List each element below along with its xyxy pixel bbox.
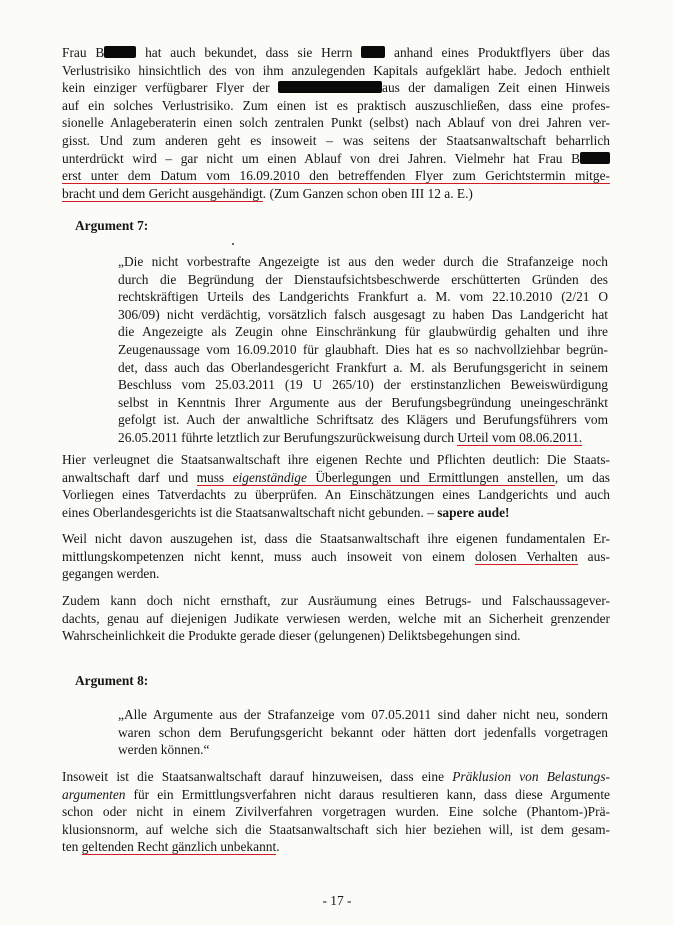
text-line: [62, 132, 610, 150]
text-segment: Präklusion von Belastungs-: [452, 769, 610, 784]
text-segment: unterdrückt wird – gar nicht um einen Ablauf von drei Jahren. Vielmehr hat Frau B: [62, 150, 580, 166]
text-line: [62, 469, 610, 487]
text-segment: anwaltschaft darf und: [62, 469, 197, 485]
text-line: [62, 97, 610, 115]
text-segment: Verlustrisiko hinsichtlich des von ihm anzulegenden Kapitals aufgeklärt habe. Jedoch enthielt: [62, 62, 610, 78]
text-line: [118, 359, 608, 377]
argument-8-heading: Argument 8:: [75, 673, 149, 688]
underlined-text: Urteil vom 08.06.2011.: [457, 429, 583, 445]
text-line: [62, 821, 610, 839]
text-line: [62, 565, 610, 583]
redaction-bar: [580, 152, 610, 164]
text-segment: dachts, genau auf diejenigen Judikate verwiesen werden, welche mit an Sicherheit grenzender: [62, 610, 610, 626]
text-segment: Zudem kann doch nicht ernsthaft, zur Ausräumung eines Betrugs- und Falschaussagever-: [62, 593, 610, 608]
text-segment: .: [276, 839, 280, 855]
text-line: [118, 411, 608, 429]
text-line: [62, 62, 610, 80]
underlined-text: eigenständige: [232, 469, 307, 485]
text-line: [118, 306, 608, 324]
text-line: [118, 394, 608, 412]
text-line: [118, 706, 608, 724]
argument-7-heading: Argument 7:: [75, 218, 149, 233]
underlined-text: bracht und dem Gericht ausgehändigt: [62, 185, 263, 201]
text-segment: sionelle Anlageberaterin einen solch zentralen Punkt (selbst) nach Ablauf von drei Jahren ver-: [62, 115, 610, 131]
text-segment: werden können.“: [118, 742, 210, 758]
text-line: [118, 429, 608, 447]
text-segment: durch die Begründung der Dienstaufsichtsbeschwerde erschütterten Gründen des: [118, 271, 608, 287]
text-segment: gegangen werden.: [62, 566, 160, 582]
redaction-bar: [361, 46, 385, 58]
text-segment: Frau B: [62, 45, 105, 60]
redaction-bar: [104, 46, 136, 58]
text-segment: rechtskräftigen Urteils des Landgerichts Frankfurt a. M. vom 22.10.2010 (2/21 O: [118, 289, 608, 305]
intro-paragraph: [62, 44, 610, 202]
text-segment: „Die nicht vorbestrafte Angezeigte ist aus den weder durch die Strafanzeige noch: [118, 254, 608, 269]
text-segment: mittlungskompetenzen nicht kennt, muss auch insoweit von einem: [62, 548, 475, 564]
text-segment: aus-: [577, 548, 610, 564]
text-line: [62, 150, 610, 168]
page-number: - 17 -: [322, 893, 352, 908]
argument-7-quote: [118, 253, 608, 447]
text-line: [62, 768, 610, 786]
text-segment: „Alle Argumente aus der Strafanzeige vom 07.05.2011 sind daher nicht neu, sondern: [118, 707, 608, 722]
text-line: [62, 451, 610, 469]
underlined-text: dolosen Verhalten: [474, 548, 578, 564]
text-segment: waren schon dem Berufungsgericht bekannt oder hätten dort jedenfalls vorgetragen: [118, 724, 608, 740]
text-segment: 26.05.2011 führte letztlich zur Berufungszurückweisung durch: [118, 429, 458, 445]
text-line: [118, 323, 608, 341]
underlined-text: Überlegungen und Ermittlungen anstellen: [306, 469, 555, 485]
text-segment: eines Oberlandesgerichts ist die Staatsanwaltschaft nicht gebunden. –: [62, 504, 438, 520]
text-segment: die Angezeigte als Zeugin ohne Einschränkung für glaubwürdig gehalten und ihre: [118, 324, 608, 340]
text-segment: anhand eines Produktflyers über das: [385, 45, 610, 60]
text-line: [62, 185, 610, 203]
text-segment: argumenten: [62, 786, 126, 802]
text-line: [62, 530, 610, 548]
text-segment: aus der damaligen Zeit einen Hinweis: [382, 80, 610, 96]
text-line: [62, 167, 610, 185]
text-line: [62, 786, 610, 804]
text-segment: Wahrscheinlichkeit die Produkte gerade dieser (gelungenen) Deliktsbegehungen sind.: [62, 628, 521, 644]
text-segment: Vorliegen eines Tatverdachts zu überprüfen. An Einschätzungen eines Landgerichts und auch: [62, 487, 610, 503]
text-line: [62, 548, 610, 566]
text-segment: Weil nicht davon auszugehen ist, dass die Staatsanwaltschaft ihre eigenen fundamentalen Er-: [62, 531, 610, 546]
text-segment: kein einziger verfügbarer Flyer der: [62, 80, 279, 96]
text-line: [118, 724, 608, 742]
argument-8-quote: [118, 706, 608, 759]
underlined-text: geltenden Recht gänzlich unbekannt: [81, 839, 277, 855]
underlined-text: muss: [196, 469, 233, 485]
text-line: [118, 741, 608, 759]
text-segment: Beschluss vom 25.03.2011 (19 U 265/10) der erstinstanzlichen Beweiswürdigung: [118, 377, 608, 393]
text-segment: schon oder nicht in einem Zivilverfahren vorgetragen wurden. Eine solche (Phantom-)Prä-: [62, 804, 610, 820]
stray-dot: [232, 243, 234, 245]
text-segment: det, dass auch das Oberlandesgericht Frankfurt a. M. als Berufungsgericht in seinem: [118, 359, 608, 375]
text-line: [62, 79, 610, 97]
text-line: [62, 838, 610, 856]
text-line: [62, 486, 610, 504]
text-line: [62, 44, 610, 62]
text-line: [62, 592, 610, 610]
argument-7-paragraph-1: [62, 451, 610, 521]
text-segment: hat auch bekundet, dass sie Herrn: [136, 45, 362, 60]
text-segment: gisst. Und zum anderen geht es insoweit – was seitens der Staatsanwaltschaft beharrlich: [62, 132, 610, 148]
argument-7-paragraph-3: [62, 592, 610, 645]
argument-7-paragraph-2: [62, 530, 610, 583]
text-segment: Zeugenaussage vom 16.09.2010 für glaubhaft. Dies hat es so nachvollziehbar begrün-: [118, 341, 608, 357]
text-line: [118, 253, 608, 271]
text-line: [62, 627, 610, 645]
text-line: [118, 376, 608, 394]
text-segment: . (Zum Ganzen schon oben III 12 a. E.): [262, 185, 473, 201]
text-segment: klusionsnorm, auf welche sich die Staatsanwaltschaft sich hier beziehen will, ist dem gesam-: [62, 821, 610, 837]
text-segment: 306/09) nicht verdächtig, vorsätzlich falsch ausgesagt zu haben Das Landgericht hat: [118, 306, 608, 322]
underlined-text: erst unter dem Datum vom 16.09.2010 den betreffenden Flyer zum Gerichtstermin mitge-: [62, 168, 610, 184]
text-segment: selbst in Kenntnis Ihrer Argumente aus der Berufungsbegründung uneingeschränkt: [118, 394, 608, 410]
text-segment: für ein Ermittlungsverfahren nicht daraus resultieren kann, dass diese Argumente: [125, 786, 610, 802]
text-line: [62, 803, 610, 821]
redaction-bar: [278, 81, 382, 93]
text-line: [118, 341, 608, 359]
text-segment: auf ein solches Verlustrisiko. Zum einen ist es praktisch auszuschließen, dass eine profes-: [62, 97, 610, 113]
text-segment: sapere aude!: [437, 504, 510, 520]
text-line: [62, 114, 610, 132]
text-line: [62, 504, 610, 522]
text-segment: , um das: [554, 469, 610, 485]
text-segment: ten: [62, 839, 82, 855]
text-line: [118, 271, 608, 289]
text-line: [118, 288, 608, 306]
text-segment: Insoweit ist die Staatsanwaltschaft darauf hinzuweisen, dass eine: [62, 769, 453, 784]
text-segment: Hier verleugnet die Staatsanwaltschaft ihre eigenen Rechte und Pflichten deutlich: Die Staats-: [62, 452, 610, 467]
text-segment: gefolgt ist. Auch der anwaltliche Schriftsatz des Klägers und Berufungsführers vom: [118, 412, 608, 428]
argument-8-paragraph-1: [62, 768, 610, 856]
text-line: [62, 610, 610, 628]
